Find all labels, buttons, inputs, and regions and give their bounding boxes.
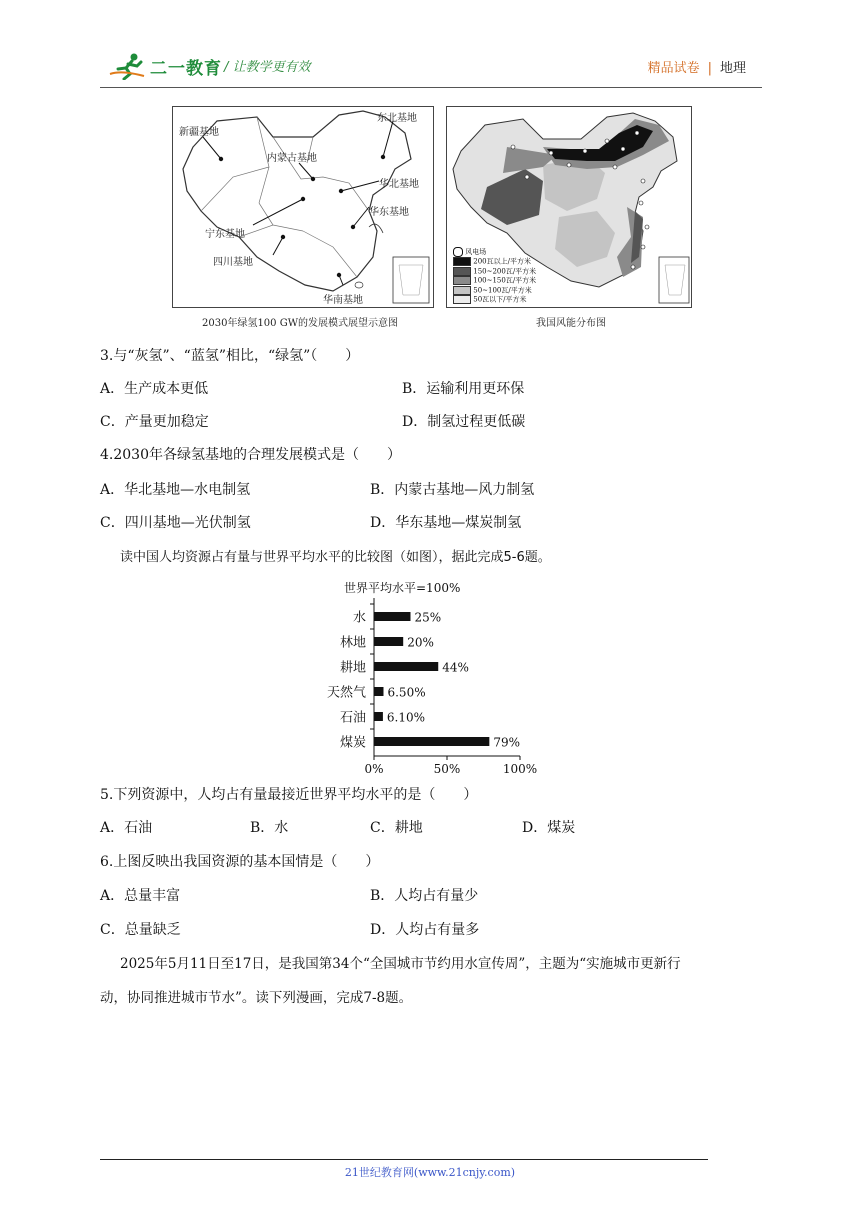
label-ningdong: 宁东基地 [205, 229, 245, 240]
category-label: 石油 [339, 710, 366, 726]
bar [374, 612, 411, 621]
bar [374, 637, 403, 646]
label-sichuan: 四川基地 [213, 257, 253, 268]
q6-option-c: C．总量缺乏 [100, 922, 181, 938]
running-man-logo-icon [108, 52, 148, 80]
q4-option-c: C．四川基地—光伏制氢 [100, 515, 251, 531]
bar [374, 712, 383, 721]
legend-item [453, 267, 536, 277]
q3-option-d: D．制氢过程更低碳 [402, 414, 526, 430]
bar [374, 662, 438, 671]
q3-option-a: A．生产成本更低 [100, 381, 209, 397]
q4-stem: 4.2030年各绿氢基地的合理发展模式是（ ） [100, 447, 401, 463]
q5-option-a: A．石油 [100, 820, 153, 836]
label-huabei: 华北基地 [379, 179, 419, 190]
category-label: 煤炭 [339, 735, 366, 751]
subject-label: 地理 [719, 61, 746, 76]
value-label: 79% [493, 735, 521, 750]
q5-option-d: D．煤炭 [522, 820, 576, 836]
legend-label: 100~150瓦/平方米 [473, 276, 537, 285]
legend-label: 50~100瓦/平方米 [473, 286, 532, 294]
x-tick-label: 100% [502, 762, 538, 774]
legend-label: 50瓦以下/平方米 [473, 295, 527, 304]
value-label: 6.10% [386, 710, 426, 725]
header-right [648, 57, 746, 76]
q3-option-b: B．运输利用更环保 [402, 381, 525, 397]
q4-option-d: D．华东基地—煤炭制氢 [370, 515, 522, 531]
header-divider: | [707, 61, 712, 76]
legend-item [453, 257, 536, 267]
wind-energy-map [446, 106, 692, 308]
category-label: 天然气 [326, 685, 366, 701]
q5-stem: 5.下列资源中，人均占有量最接近世界平均水平的是（ ） [100, 787, 478, 803]
legend-label: 200瓦以上/平方米 [473, 257, 531, 266]
q3-stem: 3.与“灰氢”、“蓝氢”相比，“绿氢”（ ） [100, 348, 360, 364]
chart-title: 世界平均水平=100% [344, 581, 461, 595]
legend-label: 风电场 [465, 248, 487, 256]
wind-legend [453, 247, 536, 305]
footer-rule [100, 1159, 708, 1160]
q5-option-b: B．水 [250, 820, 289, 836]
value-label: 25% [414, 610, 442, 625]
map1-caption: 2030年绿氢100 GW的发展模式展望示意图 [202, 318, 398, 329]
legend-label: 150~200瓦/平方米 [473, 267, 537, 275]
bar [374, 687, 383, 696]
q5-option-c: C．耕地 [370, 820, 423, 836]
header-rule [100, 87, 762, 88]
q3-option-c: C．产量更加稳定 [100, 414, 209, 430]
intro-5-6: 读中国人均资源占有量与世界平均水平的比较图（如图），据此完成5-6题。 [120, 550, 551, 565]
resource-comparison-chart [310, 578, 550, 774]
label-dongbei: 东北基地 [377, 113, 417, 124]
q4-option-a: A．华北基地—水电制氢 [100, 482, 251, 498]
q6-option-d: D．人均占有量多 [370, 922, 480, 938]
legend-item [453, 295, 536, 305]
q6-option-b: B．人均占有量少 [370, 888, 479, 904]
value-label: 6.50% [387, 685, 426, 700]
legend-wind-farm [453, 247, 536, 257]
slogan: / 让教学更有效 [224, 60, 311, 75]
bar [374, 737, 489, 746]
legend-item [453, 276, 536, 286]
intro-7-8-line2: 动，协同推进城市节水”。读下列漫画，完成7-8题。 [100, 990, 413, 1006]
value-label: 20% [407, 635, 434, 650]
q6-option-a: A．总量丰富 [100, 888, 181, 904]
green-hydrogen-map [172, 106, 434, 308]
q4-option-b: B．内蒙古基地—风力制氢 [370, 482, 535, 498]
category-label: 耕地 [339, 660, 366, 676]
category-label: 林地 [339, 635, 366, 651]
legend-item [453, 286, 536, 296]
page-header [100, 48, 760, 84]
category-label: 水 [352, 610, 366, 626]
q6-stem: 6.上图反映出我国资源的基本国情是（ ） [100, 854, 380, 870]
map2-caption: 我国风能分布图 [536, 318, 606, 329]
x-tick-label: 0% [364, 762, 384, 774]
logo-text: 二一教育 [150, 59, 222, 79]
footer-text: 21世纪教育网(www.21cnjy.com) [344, 1166, 516, 1179]
label-neimenggu: 内蒙古基地 [267, 153, 317, 164]
paper-tag: 精品试卷 [647, 61, 700, 76]
label-xinjiang: 新疆基地 [179, 127, 219, 138]
intro-7-8-line1: 2025年5月11日至17日，是我国第34个“全国城市节约用水宣传周”，主题为“实施城市更新行 [120, 956, 681, 972]
x-tick-label: 50% [433, 762, 461, 774]
label-huanan: 华南基地 [323, 295, 363, 306]
label-huadong: 华东基地 [369, 207, 409, 218]
value-label: 44% [442, 660, 469, 675]
